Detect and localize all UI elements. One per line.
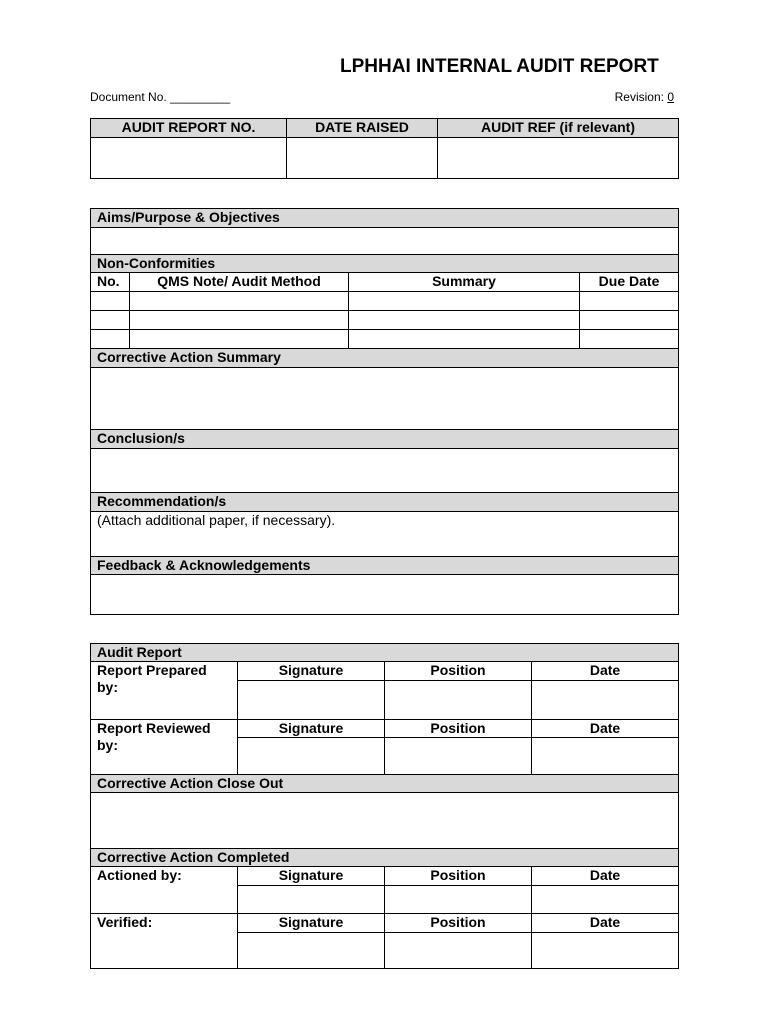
signature-header: Signature (238, 662, 385, 681)
corrective-action-summary-header: Corrective Action Summary (91, 349, 679, 368)
reviewed-date-field[interactable] (532, 738, 679, 775)
close-out-header: Corrective Action Close Out (91, 775, 679, 793)
document-number-blank: _________ (170, 90, 231, 104)
reviewed-position-field[interactable] (385, 738, 532, 775)
nc-cell[interactable] (130, 330, 349, 349)
revision-value: 0 (667, 90, 674, 104)
revision-label: Revision: (614, 90, 664, 104)
nc-cell[interactable] (130, 311, 349, 330)
verified-signature-field[interactable] (238, 933, 385, 969)
actioned-position-field[interactable] (385, 886, 532, 914)
position-header: Position (385, 662, 532, 681)
signature-header: Signature (238, 867, 385, 886)
nc-cell[interactable] (349, 311, 580, 330)
reviewed-by-label: Report Reviewed by: (91, 720, 238, 775)
date-raised-header: DATE RAISED (287, 119, 438, 138)
document-number-label: Document No. (90, 90, 167, 104)
recommendations-note: (Attach additional paper, if necessary). (97, 512, 336, 528)
completed-header: Corrective Action Completed (91, 849, 679, 867)
document-title: LPHHAI INTERNAL AUDIT REPORT (340, 56, 659, 77)
aims-header: Aims/Purpose & Objectives (91, 209, 679, 228)
recommendations-field[interactable] (91, 512, 679, 557)
nc-summary-header: Summary (349, 273, 580, 292)
position-header: Position (385, 867, 532, 886)
position-header: Position (385, 720, 532, 738)
verified-position-field[interactable] (385, 933, 532, 969)
conclusions-field[interactable] (91, 449, 679, 493)
prepared-by-label: Report Prepared by: (91, 662, 238, 720)
verified-label: Verified: (91, 914, 238, 969)
prepared-signature-field[interactable] (238, 681, 385, 720)
date-header: Date (532, 720, 679, 738)
actioned-date-field[interactable] (532, 886, 679, 914)
date-header: Date (532, 662, 679, 681)
recommendations-header: Recommendation/s (91, 493, 679, 512)
corrective-action-summary-field[interactable] (91, 368, 679, 430)
nc-cell[interactable] (580, 292, 679, 311)
prepared-date-field[interactable] (532, 681, 679, 720)
audit-report-header: Audit Report (91, 644, 679, 662)
document-number (90, 90, 230, 104)
feedback-header: Feedback & Acknowledgements (91, 557, 679, 575)
date-header: Date (532, 867, 679, 886)
nc-cell[interactable] (91, 330, 130, 349)
prepared-position-field[interactable] (385, 681, 532, 720)
nc-cell[interactable] (349, 330, 580, 349)
aims-field[interactable] (91, 228, 679, 255)
feedback-field[interactable] (91, 575, 679, 615)
nc-cell[interactable] (130, 292, 349, 311)
reviewed-signature-field[interactable] (238, 738, 385, 775)
conclusions-header: Conclusion/s (91, 430, 679, 449)
nonconformities-header: Non-Conformities (91, 255, 679, 273)
audit-ref-header: AUDIT REF (if relevant) (438, 119, 679, 138)
position-header: Position (385, 914, 532, 933)
nc-due-date-header: Due Date (580, 273, 679, 292)
signoff-table (90, 643, 679, 969)
audit-ref-field[interactable] (438, 138, 679, 179)
nc-cell[interactable] (580, 311, 679, 330)
signature-header: Signature (238, 914, 385, 933)
nc-cell[interactable] (91, 311, 130, 330)
nc-method-header: QMS Note/ Audit Method (130, 273, 349, 292)
actioned-signature-field[interactable] (238, 886, 385, 914)
close-out-field[interactable] (91, 793, 679, 849)
actioned-by-label: Actioned by: (91, 867, 238, 914)
nc-cell[interactable] (91, 292, 130, 311)
audit-details-table (90, 208, 679, 615)
nc-cell[interactable] (580, 330, 679, 349)
date-header: Date (532, 914, 679, 933)
nc-cell[interactable] (349, 292, 580, 311)
verified-date-field[interactable] (532, 933, 679, 969)
audit-report-no-field[interactable] (91, 138, 287, 179)
signature-header: Signature (238, 720, 385, 738)
nc-no-header: No. (91, 273, 130, 292)
revision (615, 90, 674, 104)
audit-report-no-header: AUDIT REPORT NO. (91, 119, 287, 138)
date-raised-field[interactable] (287, 138, 438, 179)
audit-header-table (90, 118, 679, 179)
